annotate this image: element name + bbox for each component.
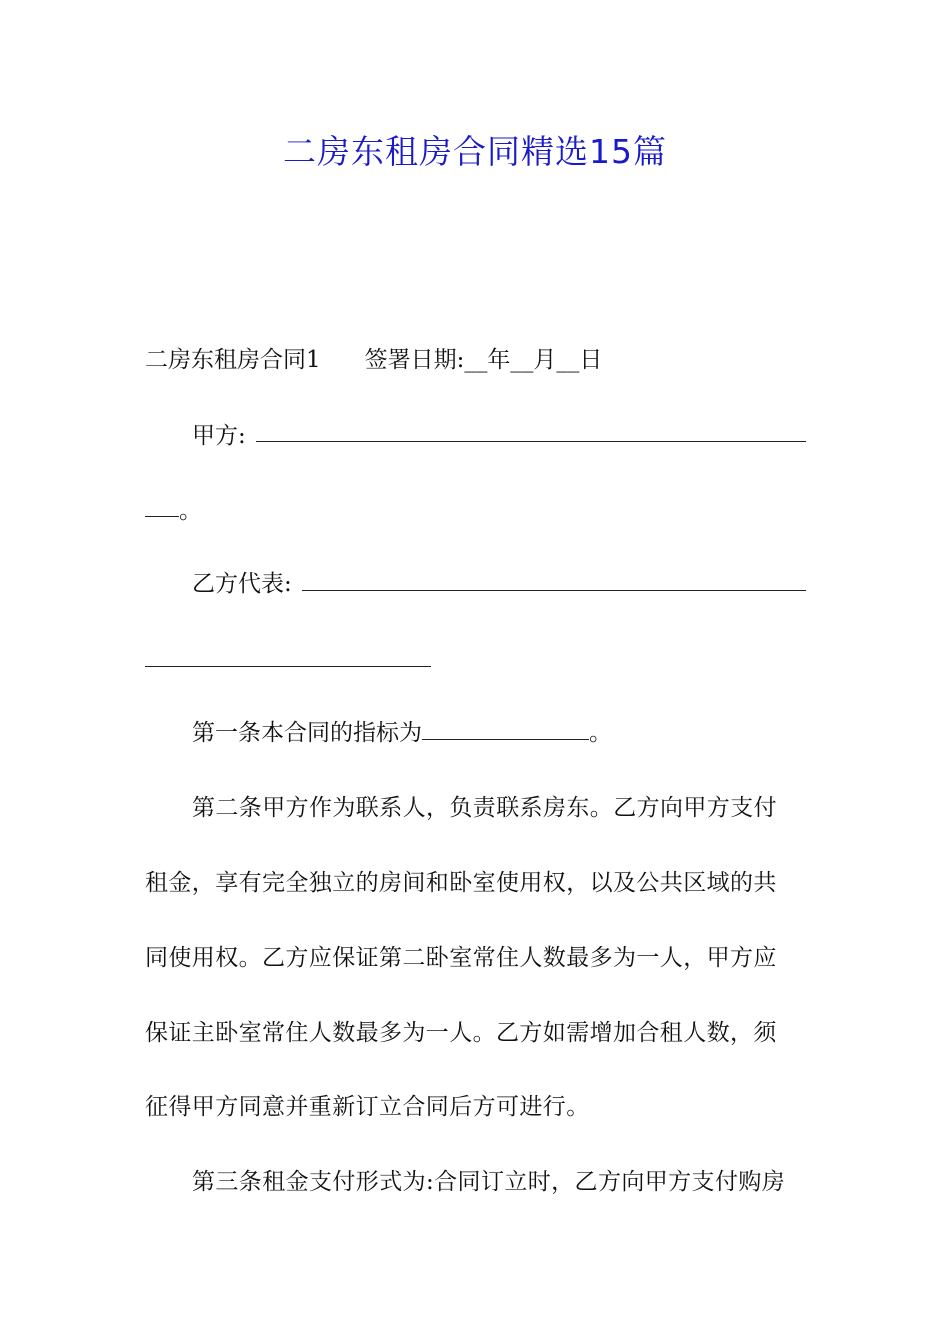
party-b-label: 乙方代表:	[192, 571, 292, 597]
article-2-line: 第二条甲方作为联系人，负责联系房东。乙方向甲方支付	[192, 795, 777, 821]
party-a-line	[192, 419, 854, 453]
article-2-line: 同使用权。乙方应保证第二卧室常住人数最多为一人，甲方应	[145, 945, 777, 971]
sign-date: 签署日期:__年__月__日	[364, 347, 603, 373]
party-b-blank	[302, 590, 806, 591]
party-a-end: 。	[179, 498, 202, 524]
party-b-line	[192, 567, 854, 601]
article-2-line: 租金，享有完全独立的房间和卧室使用权，以及公共区域的共	[145, 870, 777, 896]
article-3-line: 第三条租金支付形式为:合同订立时，乙方向甲方支付购房	[192, 1169, 786, 1195]
party-a-blank	[256, 441, 806, 442]
article-1-prefix: 第一条本合同的指标为	[192, 720, 422, 746]
contract-name: 二房东租房合同1	[145, 347, 321, 373]
article-1-blank	[422, 717, 589, 740]
party-a-blank-continued	[145, 516, 179, 517]
party-b-blank-continued	[145, 666, 431, 667]
contract-header-line	[145, 343, 807, 377]
article-2-line: 征得甲方同意并重新订立合同后方可进行。	[145, 1094, 590, 1120]
document-title: 二房东租房合同精选15篇	[283, 132, 667, 171]
article-2-line: 保证主卧室常住人数最多为一人。乙方如需增加合租人数，须	[145, 1020, 777, 1046]
article-1-suffix: 。	[589, 720, 612, 746]
party-a-label: 甲方:	[192, 423, 246, 449]
article-1	[192, 716, 854, 750]
